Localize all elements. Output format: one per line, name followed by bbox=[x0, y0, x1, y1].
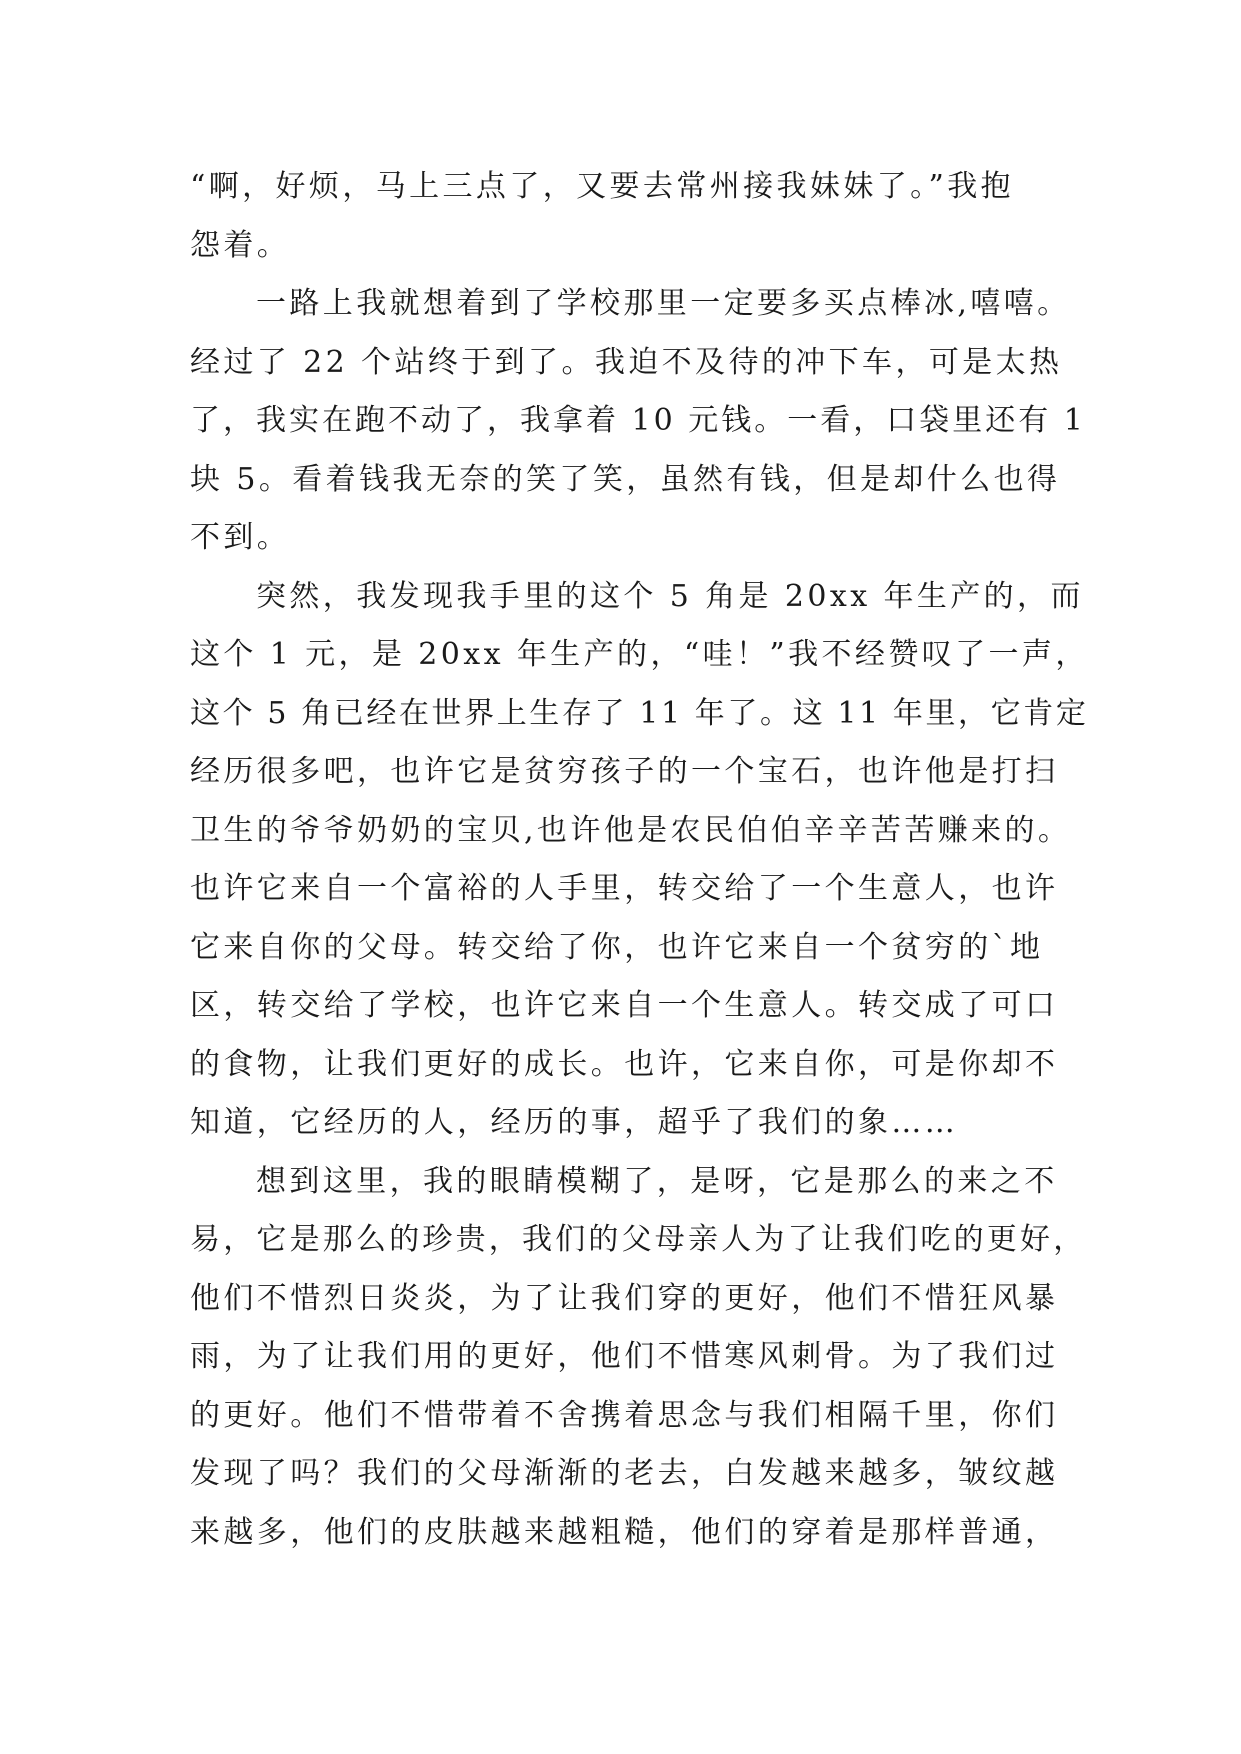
text-line: 突然，我发现我手里的这个 5 角是 20xx 年生产的，而 bbox=[256, 578, 1084, 614]
text-line: “啊，好烦，马上三点了，又要去常州接我妹妹了。”我抱 bbox=[190, 169, 1015, 204]
text-line: 经历很多吧，也许它是贫穷孩子的一个宝石，也许他是打扫 bbox=[190, 754, 1059, 789]
text-line: 怨着。 bbox=[190, 227, 291, 263]
text-line: 这个 5 角已经在世界上生存了 11 年了。这 11 年里，它肯定 bbox=[190, 695, 1089, 731]
text-line: 一路上我就想着到了学校那里一定要多买点棒冰,嘻嘻。 bbox=[256, 286, 1071, 321]
text-line: 的食物，让我们更好的成长。也许，它来自你，可是你却不 bbox=[190, 1046, 1059, 1082]
text-line: 想到这里，我的眼睛模糊了，是呀，它是那么的来之不 bbox=[256, 1163, 1058, 1199]
text-line: 知道，它经历的人，经历的事，超乎了我们的象…… bbox=[190, 1105, 959, 1140]
text-line: 发现了吗？我们的父母渐渐的老去，白发越来越多，皱纹越 bbox=[190, 1456, 1059, 1491]
text-line: 了，我实在跑不动了，我拿着 10 元钱。一看，口袋里还有 1 bbox=[190, 403, 1086, 438]
text-line: 易，它是那么的珍贵，我们的父母亲人为了让我们吃的更好， bbox=[190, 1222, 1087, 1257]
text-line: 雨，为了让我们用的更好，他们不惜寒风刺骨。为了我们过 bbox=[190, 1339, 1059, 1374]
text-line: 的更好。他们不惜带着不舍携着思念与我们相隔千里，你们 bbox=[190, 1397, 1059, 1433]
text-line: 这个 1 元，是 20xx 年生产的，“哇！”我不经赞叹了一声， bbox=[190, 637, 1089, 672]
text-line: 它来自你的父母。转交给了你，也许它来自一个贫穷的`地 bbox=[190, 929, 1044, 965]
document-body bbox=[190, 158, 1089, 1562]
text-line: 经过了 22 个站终于到了。我迫不及待的冲下车，可是太热 bbox=[190, 344, 1063, 380]
text-line: 块 5。看着钱我无奈的笑了笑，虽然有钱，但是却什么也得 bbox=[190, 461, 1061, 497]
text-line: 他们不惜烈日炎炎，为了让我们穿的更好，他们不惜狂风暴 bbox=[190, 1280, 1059, 1316]
text-line: 卫生的爷爷奶奶的宝贝,也许他是农民伯伯辛辛苦苦赚来的。 bbox=[190, 812, 1072, 848]
text-line: 也许它来自一个富裕的人手里，转交给了一个生意人，也许 bbox=[190, 871, 1059, 906]
text-line: 区，转交给了学校，也许它来自一个生意人。转交成了可口 bbox=[190, 988, 1059, 1023]
text-line: 来越多，他们的皮肤越来越粗糙，他们的穿着是那样普通， bbox=[190, 1514, 1059, 1550]
text-line: 不到。 bbox=[190, 520, 291, 555]
